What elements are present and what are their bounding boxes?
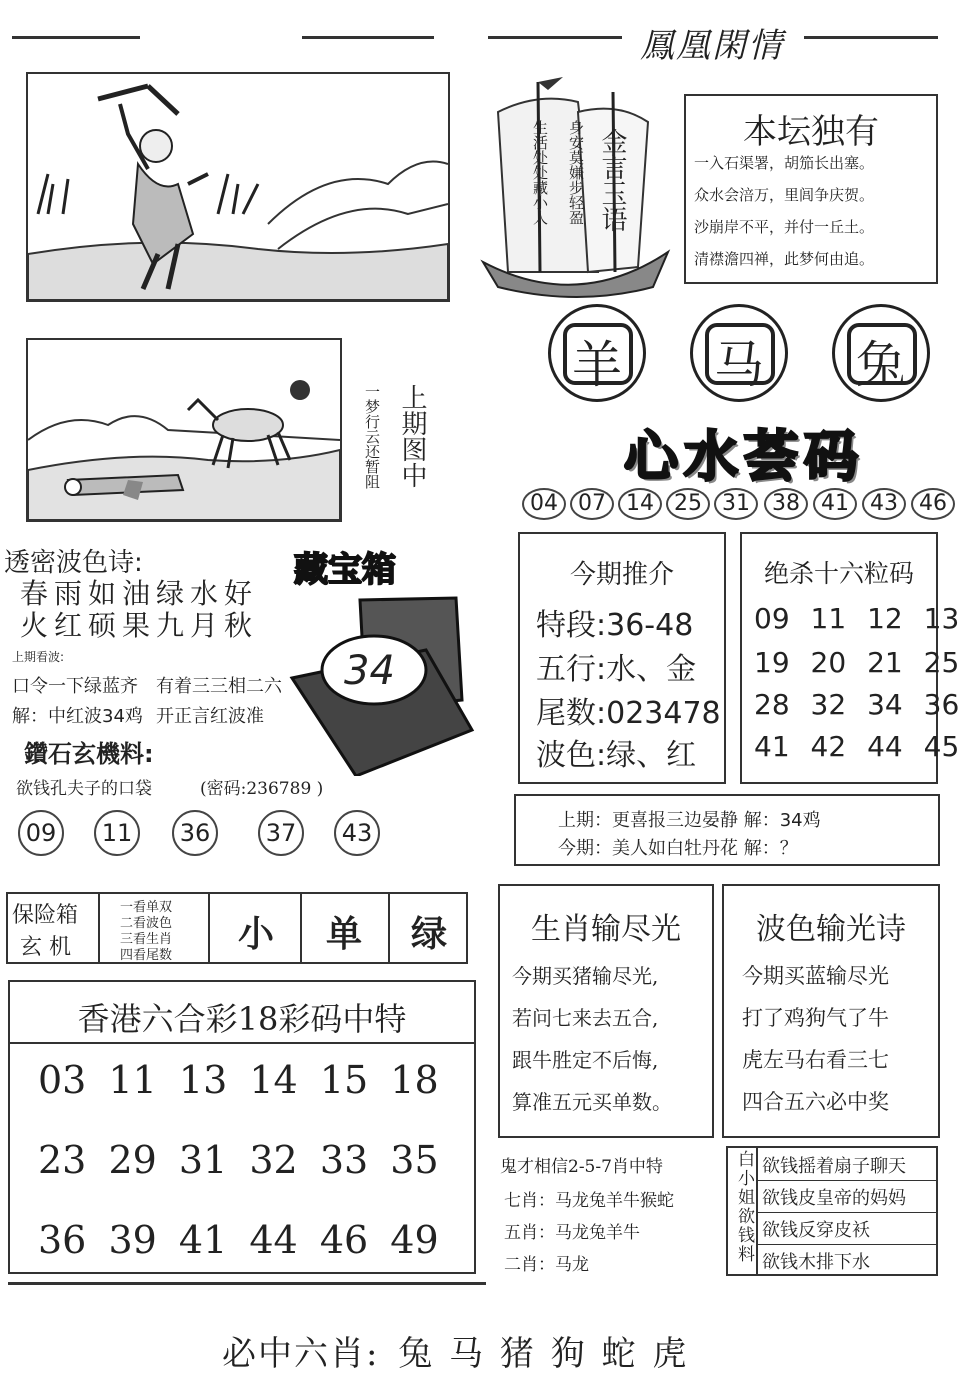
masthead: 鳳凰閑情 xyxy=(640,26,784,66)
miss-bai-rule xyxy=(756,1180,936,1181)
header-rule-left xyxy=(12,36,140,39)
poem-last-line: 有着三三相二六 xyxy=(156,676,282,697)
kill16-number: 36 xyxy=(923,688,960,721)
kill16-number: 09 xyxy=(754,602,790,635)
miss-bai-line: 欲钱反穿皮袄 xyxy=(762,1220,870,1241)
last-image-title: 上期图中 xyxy=(397,384,427,488)
recommend-key: 尾数 xyxy=(536,696,596,731)
diamond-title: 鑽石玄機料: xyxy=(24,740,154,768)
diamond-number: 36 xyxy=(172,810,218,856)
header-rule-right1 xyxy=(488,36,622,39)
kill16-number: 19 xyxy=(754,646,790,679)
exclusive-line: 一入石渠署，胡笳长出塞。 xyxy=(694,154,875,172)
poem-title: 透密波色诗: xyxy=(4,548,143,578)
kill16-row xyxy=(754,730,959,763)
recommend-key: 波色 xyxy=(536,738,596,773)
poem-last-line: 口令一下绿蓝齐 xyxy=(12,676,138,697)
miss-bai-line: 欲钱木排下水 xyxy=(762,1252,870,1273)
color-lose-line: 四合五六必中奖 xyxy=(742,1090,889,1114)
exclusive-line: 众水会涪万，里闾争庆贺。 xyxy=(694,186,875,204)
header-rule-right2 xyxy=(804,36,938,39)
recommend-value: :绿、红 xyxy=(596,738,697,773)
footer-label: 必中六肖: xyxy=(222,1334,380,1374)
hk18-number: 13 xyxy=(178,1058,228,1102)
must-win-title: 心水荟码 xyxy=(624,425,864,488)
warrior-illustration xyxy=(26,72,450,302)
kill16-row xyxy=(754,688,959,721)
zodiac-pick-3 xyxy=(832,304,930,402)
diamond-number: 43 xyxy=(334,810,380,856)
recommend-value: :水、金 xyxy=(596,652,697,687)
kill16-number: 28 xyxy=(754,688,790,721)
exclusive-box xyxy=(684,94,938,284)
hk18-number: 03 xyxy=(38,1058,87,1102)
hk18-number: 46 xyxy=(319,1218,369,1262)
hk18-number: 35 xyxy=(390,1138,439,1182)
kill16-number: 41 xyxy=(754,730,790,763)
safebox-line: 三看生肖 xyxy=(120,932,173,947)
kill16-number: 21 xyxy=(867,646,903,679)
kill16-number: 20 xyxy=(810,646,847,679)
must-win-number: 07 xyxy=(570,488,614,520)
zodiac-char: 兔 xyxy=(856,336,906,394)
hk18-box xyxy=(8,980,476,1274)
header-rule-mid xyxy=(302,36,434,39)
hk18-number: 14 xyxy=(249,1058,298,1102)
hk18-title-rule xyxy=(10,1042,474,1044)
zodiac-char: 羊 xyxy=(572,336,622,394)
recommend-row xyxy=(536,644,696,688)
safebox-title-1: 保险箱 xyxy=(12,903,79,928)
must-win-number: 46 xyxy=(911,488,955,520)
poem-last-label: 上期看波: xyxy=(12,650,65,664)
miss-bai-rule xyxy=(756,1212,936,1213)
must-win-number: 41 xyxy=(813,488,857,520)
zodiac-lose-line: 算准五元买单数。 xyxy=(512,1090,672,1114)
kill16-title: 绝杀十六粒码 xyxy=(763,559,914,588)
genius-line: 二肖：马龙 xyxy=(504,1255,589,1275)
zodiac-lose-line: 跟牛胜定不后悔, xyxy=(512,1048,659,1072)
footer-zodiacs: 兔 马 猪 狗 蛇 虎 xyxy=(398,1334,687,1374)
zodiac-lose-line: 若问七来去五合, xyxy=(512,1006,659,1030)
safebox-answer: 绿 xyxy=(410,914,447,955)
kill16-number: 13 xyxy=(923,602,960,635)
color-lose-box xyxy=(722,884,940,1138)
hk18-number: 15 xyxy=(319,1058,369,1102)
miss-bai-box xyxy=(726,1146,938,1276)
treasure-label: 藏宝箱 xyxy=(294,550,396,590)
miss-bai-divider xyxy=(756,1148,758,1274)
safebox-answer: 小 xyxy=(237,914,274,955)
kill16-number: 11 xyxy=(810,602,847,635)
must-win-number: 14 xyxy=(618,488,662,520)
exclusive-title: 本坛独有 xyxy=(743,112,879,152)
genius-line: 五肖：马龙兔羊牛 xyxy=(504,1223,640,1243)
color-lose-line: 今期买蓝输尽光 xyxy=(742,964,889,988)
zodiac-lose-line: 今期买猪输尽光, xyxy=(512,964,659,988)
recommend-row xyxy=(536,600,693,644)
must-win-number: 31 xyxy=(714,488,758,520)
safebox-line: 四看尾数 xyxy=(120,948,173,963)
color-lose-title: 波色输光诗 xyxy=(756,912,906,947)
diamond-number: 09 xyxy=(18,810,64,856)
hk18-row xyxy=(38,1138,439,1182)
recommend-box xyxy=(518,532,726,784)
safebox-box xyxy=(6,892,468,964)
kill16-number: 25 xyxy=(923,646,960,679)
hk18-number: 31 xyxy=(178,1138,228,1182)
must-win-number: 04 xyxy=(522,488,566,520)
riddle-last: 上期：更喜报三边晏静 解：34鸡 xyxy=(558,810,821,831)
ship-line-2: 生活处处藏小人 xyxy=(531,120,549,225)
miss-bai-side: 白小姐欲钱料 xyxy=(734,1150,754,1264)
safebox-title-2: 玄 机 xyxy=(20,935,71,960)
deer-illustration xyxy=(26,338,342,522)
poem-last-line: 开正言红波准 xyxy=(156,706,264,727)
hk18-number: 33 xyxy=(319,1138,369,1182)
hk18-number: 18 xyxy=(390,1058,439,1102)
miss-bai-rule xyxy=(756,1244,936,1245)
kill16-number: 44 xyxy=(867,730,903,763)
hk18-row xyxy=(38,1218,439,1262)
riddle-box xyxy=(514,794,940,866)
must-win-number: 38 xyxy=(764,488,808,520)
recommend-key: 特段 xyxy=(536,608,596,643)
poem-last-line: 解：中红波34鸡 xyxy=(12,706,143,727)
kill16-box xyxy=(740,532,960,784)
hk18-number: 23 xyxy=(38,1138,87,1182)
hk18-number: 41 xyxy=(178,1218,228,1262)
treasure-chest xyxy=(286,536,476,776)
poem-line-1: 春雨如油绿水好 xyxy=(20,577,259,610)
color-lose-line: 打了鸡狗气了牛 xyxy=(742,1006,889,1030)
kill16-number: 32 xyxy=(810,688,847,721)
poem-line-2: 火红硕果九月秋 xyxy=(20,609,259,642)
zodiac-lose-box xyxy=(498,884,714,1138)
genius-title: 鬼才相信2-5-7肖中特 xyxy=(500,1157,663,1177)
safebox-line: 一看单双 xyxy=(120,900,173,915)
diamond-hint: 欲钱孔夫子的口袋 xyxy=(16,779,152,799)
exclusive-line: 沙崩岸不平，并付一丘土。 xyxy=(694,218,875,236)
safebox-divider xyxy=(208,894,210,962)
ship-line-1: 身安莫嫌步轻盈 xyxy=(567,120,585,225)
miss-bai-line: 欲钱皮皇帝的妈妈 xyxy=(762,1188,906,1209)
recommend-value: :36-48 xyxy=(596,608,694,643)
recommend-value: :023478 xyxy=(596,696,721,731)
ship-graphic xyxy=(478,72,674,302)
last-image-text: 一梦行云还暂阻 xyxy=(363,384,381,489)
hk18-row xyxy=(38,1058,439,1102)
color-lose-line: 虎左马右看三七 xyxy=(742,1048,889,1072)
hk18-bottom-rule xyxy=(8,1282,486,1285)
must-win-number: 43 xyxy=(862,488,906,520)
kill16-number: 45 xyxy=(923,730,960,763)
kill16-number: 42 xyxy=(810,730,847,763)
kill16-number: 12 xyxy=(867,602,903,635)
hk18-title: 香港六合彩18彩码中特 xyxy=(77,1000,407,1038)
safebox-divider xyxy=(98,894,100,962)
recommend-row xyxy=(536,730,696,774)
diamond-password: (密码:236789 ) xyxy=(200,779,324,799)
hk18-number: 29 xyxy=(108,1138,157,1182)
diamond-number: 37 xyxy=(258,810,304,856)
footer xyxy=(222,1326,686,1375)
ship-title: 金言玉语 xyxy=(597,128,627,232)
miss-bai-line: 欲钱摇着扇子聊天 xyxy=(762,1156,906,1177)
zodiac-char: 马 xyxy=(714,336,764,394)
hk18-number: 49 xyxy=(390,1218,439,1262)
diamond-number: 11 xyxy=(94,810,140,856)
kill16-number: 34 xyxy=(867,688,903,721)
genius-line: 七肖：马龙兔羊牛猴蛇 xyxy=(504,1191,674,1211)
treasure-number: 34 xyxy=(344,648,395,694)
recommend-row xyxy=(536,688,721,732)
zodiac-pick-1 xyxy=(548,304,646,402)
hk18-number: 36 xyxy=(38,1218,87,1262)
riddle-now: 今期：美人如白牡丹花 解：？ xyxy=(558,838,798,859)
kill16-row xyxy=(754,646,959,679)
safebox-answer: 单 xyxy=(325,914,362,955)
must-win-number: 25 xyxy=(666,488,710,520)
zodiac-pick-2 xyxy=(690,304,788,402)
zodiac-lose-title: 生肖输尽光 xyxy=(531,912,681,947)
recommend-key: 五行 xyxy=(536,652,596,687)
hk18-number: 44 xyxy=(249,1218,298,1262)
safebox-line: 二看波色 xyxy=(120,916,173,931)
exclusive-line: 清襟澹四禅，此梦何由追。 xyxy=(694,250,875,268)
safebox-divider xyxy=(300,894,302,962)
hk18-number: 32 xyxy=(249,1138,298,1182)
hk18-number: 11 xyxy=(108,1058,157,1102)
recommend-title: 今期推介 xyxy=(569,560,674,590)
kill16-row xyxy=(754,602,959,635)
hk18-number: 39 xyxy=(108,1218,157,1262)
